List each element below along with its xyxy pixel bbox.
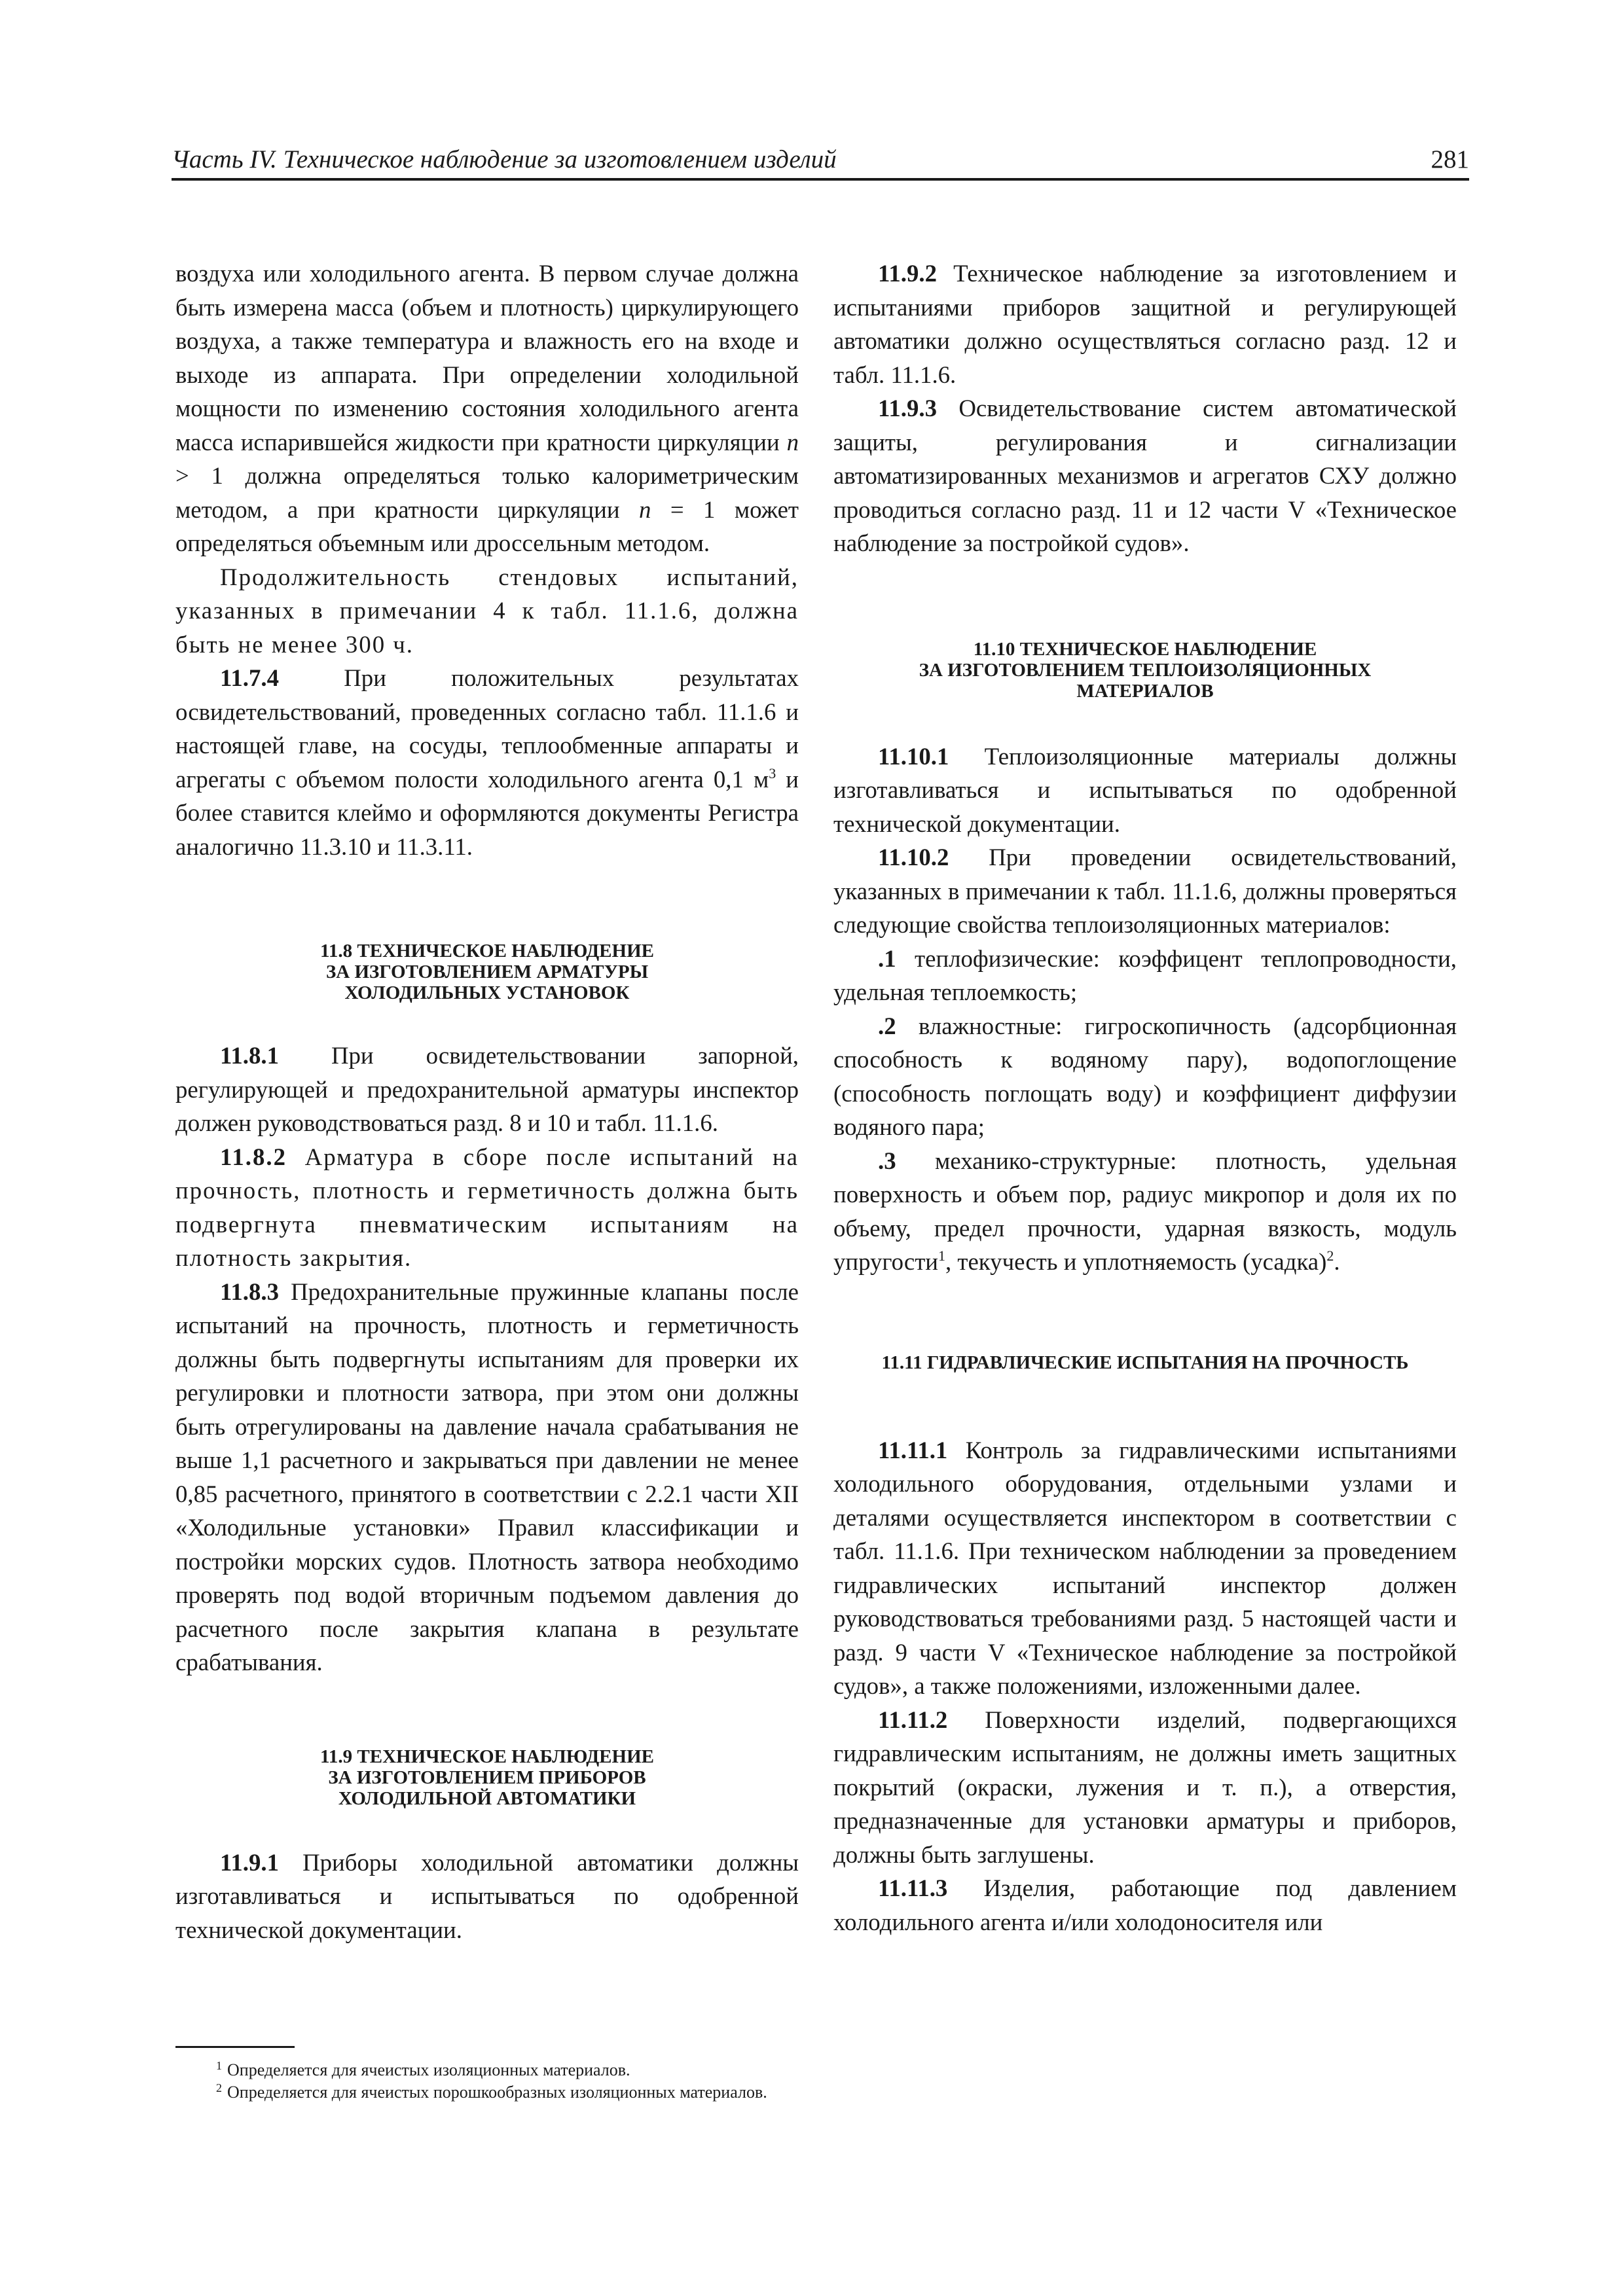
footnote-1: $^1$ Определяется для ячеистых изоляционных материалов. xyxy=(216,2059,630,2079)
heading-11-9: 11.9 ТЕХНИЧЕСКОЕ НАБЛЮДЕНИЕ ЗА ИЗГОТОВЛЕНИЕМ ПРИБОРОВ ХОЛОДИЛЬНОЙ АВТОМАТИКИ xyxy=(320,1746,654,1809)
paragraph-11-9-2: 11.9.2 Техническое наблюдение за изготовлением и испытаниями приборов защитной и регулирующей автоматики должно осуществляться согласно разд. 12 и табл. 11.1.6. xyxy=(833,260,1457,388)
paragraph-duration: Продолжительность стендовых испытаний, указанных в примечании 4 к табл. 11.1.6, должна быть не менее 300 ч. xyxy=(175,563,799,658)
paragraph-11-11-3: 11.11.3 Изделия, работающие под давлением холодильного агента и/или холодоносителя или xyxy=(833,1874,1457,1935)
paragraph-11-9-1: 11.9.1 Приборы холодильной автоматики должны изготавливаться и испытываться по одобренной технической документации. xyxy=(175,1848,799,1943)
paragraph-11-9-3: 11.9.3 Освидетельствование систем автоматической защиты, регулирования и сигнализации автоматизированных механизмов и агрегатов СХУ должно проводиться согласно разд. 11 и 12 части V «Техническое наблюдение за постройкой судов». xyxy=(833,395,1457,556)
paragraph-11-7-4: 11.7.4 При положительных результатах освидетельствований, проведенных согласно табл. 11.1.6 и настоящей главе, на сосуды, теплообменные аппараты и агрегаты с объемом полости холодильного агента 0,1 $м^3$ и более ставится клеймо и оформляются документы Регистра аналогично 11.3.10 и 11.3.11. xyxy=(175,664,799,860)
paragraph-11-11-2: 11.11.2 Поверхности изделий, подвергающихся гидравлическим испытаниям, не должны иметь защитных покрытий (окраски, лужения и т. п.), а отверстия, предназначенные для установки арматуры и приборов, должны быть заглушены. xyxy=(833,1706,1457,1868)
paragraph-11-10-1: 11.10.1 Теплоизоляционные материалы должны изготавливаться и испытываться по одобренной технической документации. xyxy=(833,742,1457,837)
header-rule xyxy=(172,178,1469,181)
page-number: 281 xyxy=(1431,145,1469,173)
heading-11-10: 11.10 ТЕХНИЧЕСКОЕ НАБЛЮДЕНИЕ ЗА ИЗГОТОВЛЕНИЕМ ТЕПЛОИЗОЛЯЦИОННЫХ МАТЕРИАЛОВ xyxy=(919,638,1372,702)
footnote-rule xyxy=(175,2046,295,2048)
header-title: Часть IV. Техническое наблюдение за изготовлением изделий xyxy=(172,145,837,173)
paragraph-11-8-2: 11.8.2 Арматура в сборе после испытаний на прочность, плотность и герметичность должна быть подвергнута пневматическим испытаниям на плотность закрытия. xyxy=(175,1143,799,1271)
paragraph-11-8-3: 11.8.3 Предохранительные пружинные клапаны после испытаний на прочность, плотность и герметичность должны быть подвергнуты испытаниям для проверки их регулировки и плотности затвора, при этом они должны быть отрегулированы на давление начала срабатывания не выше 1,1 расчетного и закрываться при давлении не менее 0,85 расчетного, принятого в соответствии с 2.2.1 части XII «Холодильные установки» Правил классификации и постройки морских судов. Плотность затвора необходимо проверять под водой вторичным подъемом давления до расчетного после закрытия клапана в результате срабатывания. xyxy=(175,1278,799,1676)
paragraph-11-8-1: 11.8.1 При освидетельствовании запорной, регулирующей и предохранительной арматуры инспектор должен руководствоваться разд. 8 и 10 и табл. 11.1.6. xyxy=(175,1042,799,1136)
footnote-2: $^2$ Определяется для ячеистых порошкообразных изоляционных материалов. xyxy=(216,2081,767,2102)
paragraph-continued: воздуха или холодильного агента. В первом случае должна быть измерена масса (объем и плотность) циркулирующего воздуха, а также температура и влажность его на входе и выходе из аппарата. При определении холодильной мощности по изменению состояния холодильного агента масса испарившейся жидкости при кратности циркуляции n > 1 должна определяться только калориметрическим методом, а при кратности циркуляции n = 1 может определяться объемным или дроссельным методом. xyxy=(175,260,799,556)
left-column xyxy=(175,257,799,1946)
right-column xyxy=(833,257,1457,1939)
list-item-3: .3 механико-структурные: плотность, удельная поверхность и объем пор, радиус микропор и доля их по объему, предел прочности, ударная вязкость, модуль упругости$^1$, текучесть и уплотняемость (усадка)$^2$. xyxy=(833,1147,1457,1275)
list-item-1: .1 теплофизические: коэффицент теплопроводности, удельная теплоемкость; xyxy=(833,944,1457,1005)
paragraph-11-11-1: 11.11.1 Контроль за гидравлическими испытаниями холодильного оборудования, отдельными узлами и деталями осуществляется инспектором в соответствии с табл. 11.1.6. При техническом наблюдении за проведением гидравлических испытаний инспектор должен руководствоваться требованиями разд. 5 настоящей части и разд. 9 части V «Техническое наблюдение за постройкой судов», а также положениями, изложенными далее. xyxy=(833,1436,1457,1699)
running-header xyxy=(172,145,1469,178)
paragraph-11-10-2: 11.10.2 При проведении освидетельствований, указанных в примечании к табл. 11.1.6, должны проверяться следующие свойства теплоизоляционных материалов: xyxy=(833,844,1457,938)
footnotes xyxy=(216,2059,767,2104)
list-item-2: .2 влажностные: гигроскопичность (адсорбционная способность к водяному пару), водопоглощение (способность поглощать воду) и коэффициент диффузии водяного пара; xyxy=(833,1012,1457,1140)
heading-11-8: 11.8 ТЕХНИЧЕСКОЕ НАБЛЮДЕНИЕ ЗА ИЗГОТОВЛЕНИЕМ АРМАТУРЫ ХОЛОДИЛЬНЫХ УСТАНОВОК xyxy=(320,941,654,1003)
heading-11-11: 11.11 ГИДРАВЛИЧЕСКИЕ ИСПЫТАНИЯ НА ПРОЧНОСТЬ xyxy=(881,1352,1409,1373)
